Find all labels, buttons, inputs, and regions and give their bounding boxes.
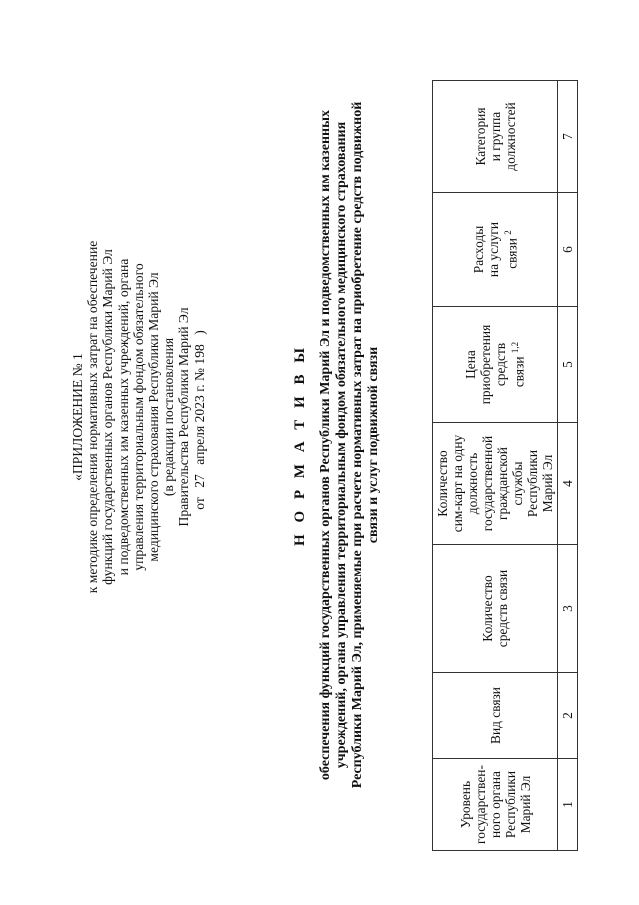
appendix-line: к методике определения нормативных затрат на обеспечение <box>85 240 101 594</box>
appendix-line: (в редакции постановления <box>161 337 177 497</box>
header-cell-price: Цена приобретения средств связи $^{1,2}$ <box>433 307 558 423</box>
header-cell-sim-count: Количество сим-карт на одну должность государственной гражданской службы Республики Марий Эл <box>433 423 558 545</box>
column-number: 6 <box>558 193 578 307</box>
table-header-row <box>433 81 558 851</box>
table-number-row <box>558 81 578 851</box>
appendix-block <box>70 177 207 657</box>
norms-table <box>432 80 578 851</box>
header-cell-device-count: Количество средств связи <box>433 545 558 673</box>
appendix-line: Правительства Республики Марий Эл <box>176 307 192 527</box>
header-cell-level: Уровень государствен- ного органа Республики Марий Эл <box>433 759 558 851</box>
heading-line: учреждений, органа управления территориальным фондом обязательного медицинского страхования <box>334 121 349 769</box>
date-suffix: ) <box>191 330 207 335</box>
heading-line: Республики Марий Эл, применяемые при расчете нормативных затрат на приобретение средств подвижной <box>350 101 365 789</box>
header-cell-category: Категория и группа должностей <box>433 81 558 193</box>
column-number: 7 <box>558 81 578 193</box>
header-cell-expenses: Расходы на услуги связи $^2$ <box>433 193 558 307</box>
appendix-line: «ПРИЛОЖЕНИЕ № 1 <box>70 353 85 481</box>
appendix-line: управления территориальным фондом обязательного <box>130 263 146 571</box>
date-day: 27 <box>191 474 207 488</box>
date-number: 198 <box>191 344 207 365</box>
appendix-line: медицинского страхования Республики Марий Эл <box>146 272 162 562</box>
header-cell-comm-type: Вид связи <box>433 673 558 759</box>
column-number: 4 <box>558 423 578 545</box>
price-footnote: 1,2 <box>510 341 521 354</box>
heading-line: связи и услуг подвижной связи <box>366 346 381 544</box>
column-number: 2 <box>558 673 578 759</box>
expenses-footnote: 2 <box>502 230 513 235</box>
appendix-date-line <box>192 177 207 657</box>
column-number: 1 <box>558 759 578 851</box>
heading-line: обеспечения функций государственных органов Республики Марий Эл и подведомственных им казенных <box>318 109 333 781</box>
column-number: 5 <box>558 307 578 423</box>
heading-title: Н О Р М А Т И В Ы <box>292 344 308 546</box>
appendix-line: функций государственных органов Республики Марий Эл <box>100 249 116 585</box>
document-heading <box>292 45 382 845</box>
date-rest: апреля 2023 г. № <box>191 367 207 465</box>
column-number: 3 <box>558 545 578 673</box>
appendix-line: и подведомственных им казенных учреждений, органа <box>115 258 131 576</box>
date-prefix: от <box>191 497 207 510</box>
